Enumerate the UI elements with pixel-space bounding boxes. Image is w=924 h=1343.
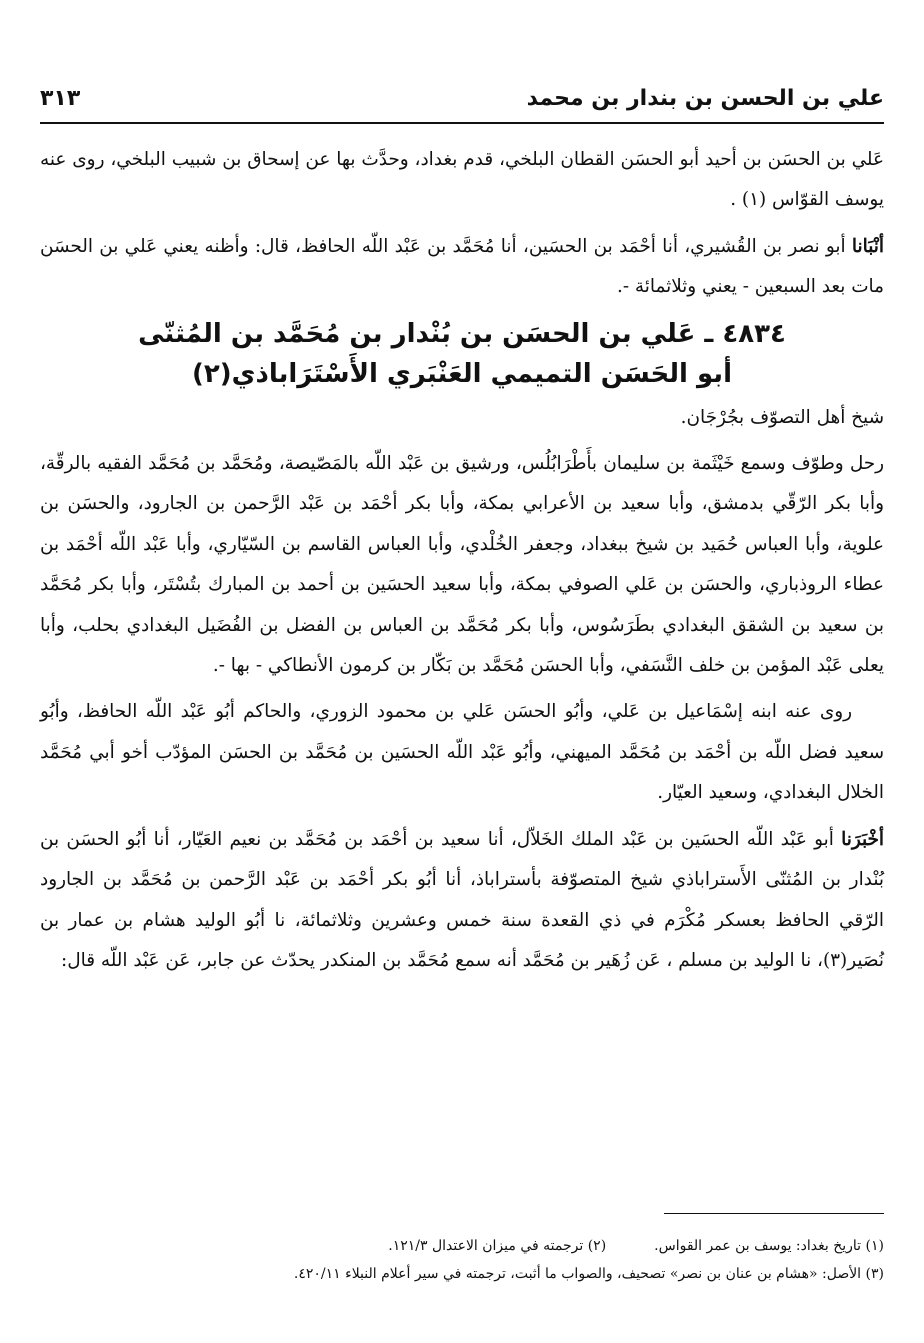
- paragraph-2: [40, 227, 884, 308]
- footnote-1: (١) تاريخ بغداد: يوسف بن عمر القواس.: [654, 1238, 884, 1254]
- paragraph-2-text: أبو نصر بن القُشيري، أنا أحْمَد بن الحسَين، أنا مُحَمَّد بن عَبْد اللّه الحافظ، قال: وأظنه يعني عَلي بن الحسَن مات بعد السبعين - يعني وثلاثمائة -.: [40, 235, 884, 298]
- anbana-tag: أنْبَانا: [851, 235, 884, 257]
- paragraph-1: عَلي بن الحسَن بن أحيد أبو الحسَن القطان البلخي، قدم بغداد، وحدَّث بها عن إسحاق بن شبيب البلخي، روى عنه يوسف القوّاس (١) .: [40, 149, 884, 211]
- footnote-2: (٢) ترجمته في ميزان الاعتدال ١٢١/٣.: [388, 1238, 607, 1254]
- footnote-divider: [664, 1213, 884, 1214]
- main-text: [40, 140, 884, 987]
- header-title: علي بن الحسن بن بندار بن محمد: [526, 86, 884, 111]
- footnote-row-1: [40, 1232, 884, 1260]
- running-header: [40, 82, 884, 124]
- akhbarana-tag: أخْبَرَنا: [841, 828, 884, 850]
- footnotes: [40, 1232, 884, 1288]
- paragraph-6-text: أبو عَبْد اللّه الحسَين بن عَبْد الملك الخَلاّل، أنا سعيد بن أحْمَد بن مُحَمَّد بن نعيم العَيّار، أنا أبُو الحسَن بن بُنْدار بن المُثنّى الأَستراباذي شيخ المتصوّفة بأستراباذ، أنا أبُو بكر أحْمَد بن عَبْد الرَّحمن بن مُحَمَّد بن الجارود الرّقي الحافظ بعسكر مُكْرَم في ذي القعدة سنة خمس وعشرين وثلاثمائة، نا أبُو الوليد هشام بن عمار بن نُصَير(٣)، نا الوليد بن مسلم ، عَن زُهَير بن مُحَمَّد أنه سمع مُحَمَّد بن المنكدر يحدّث عن جابر، عَن عَبْد اللّه قال:: [40, 828, 884, 971]
- footnote-3: (٣) الأصل: «هشام بن عنان بن نصر» تصحيف، والصواب ما أثبت، ترجمته في سير أعلام النبلاء ٤٢٠/١١.: [293, 1266, 884, 1282]
- entry-heading-line-1: ٤٨٣٤ ـ عَلي بن الحسَن بن بُنْدار بن مُحَمَّد بن المُثنّى: [138, 318, 786, 349]
- paragraph-6: [40, 820, 884, 982]
- paragraph-4: رحل وطوّف وسمع خَيْثَمة بن سليمان بأَطْرَابُلُس، ورشيق بن عَبْد اللّه بالمَصّيصة، ومُحَمَّد بن مُحَمَّد الفقيه بالرقّة، وأبا بكر الرّقّي بدمشق، وأبا سعيد بن الأعرابي بمكة، وأبا بكر أحْمَد بن عَبْد الرَّحمن بن الجارود، والحسَن بن علوية، وأبا العباس حُمَيد بن شيخ ببغداد، وجعفر الخُلْدي، وأبا العباس القاسم بن السّيّاري، وأبا عَبْد اللّه أحْمَد بن عطاء الروذباري، والحسَن بن عَلي الصوفي بمكة، وأبا سعيد الحسَين بن أحمد بن المبارك بتُسْتَر، وأبا بكر مُحَمَّد بن سعيد بن الشقق البغدادي بطَرَسُوس، وأبا بكر مُحَمَّد بن العباس بن الفضل بن الفُضَيل البغدادي بحلب، وأبا يعلى عَبْد المؤمن بن خلف النَّسَفي، وأبا الحسَن مُحَمَّد بن بَكّار بن كرمون الأنطاكي - بها -.: [40, 453, 884, 677]
- entry-heading: [40, 314, 884, 394]
- entry-heading-line-2: أبو الحَسَن التميمي العَنْبَري الأَسْتَرَاباذي(٢): [192, 358, 732, 389]
- page-number: ٣١٣: [40, 86, 81, 111]
- paragraph-3: شيخ أهل التصوّف بجُرْجَان.: [680, 406, 884, 428]
- paragraph-5: روى عنه ابنه إسْمَاعيل بن عَلي، وأبُو الحسَن عَلي بن محمود الزوري، والحاكم أبُو عَبْد اللّه الحافظ، وأبُو سعيد فضل اللّه بن أحْمَد بن مُحَمَّد الميهني، وأبُو عَبْد اللّه الحسَين بن مُحَمَّد بن الحسَن المؤدّب أخو أبي مُحَمَّد الخلال البغدادي، وسعيد العيّار.: [40, 701, 884, 804]
